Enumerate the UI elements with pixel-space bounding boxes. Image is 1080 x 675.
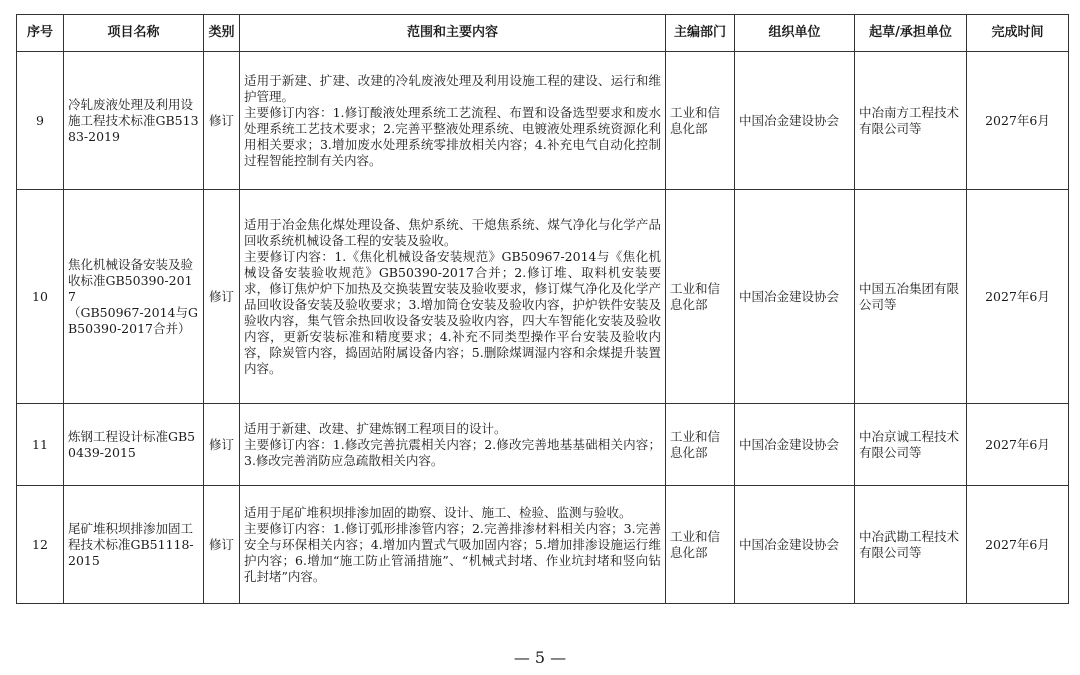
scope-revisions: 主要修订内容：1.修订弧形排渗管内容；2.完善排渗材料相关内容；3.完善安全与环保相关内容；4.增加内置式气吸加固内容；5.增加排渗设施运行维护内容；6.增加“施工防止管涌措施”、“机械式封堵、作业坑封堵和竖向钻孔封堵”内容。 <box>244 520 661 584</box>
row-type: 修订 <box>204 190 240 404</box>
scope-applicability: 适用于尾矿堆积坝排渗加固的勘察、设计、施工、检验、监测与验收。 <box>244 504 632 520</box>
header-row <box>17 15 1069 52</box>
table-row <box>17 404 1069 486</box>
row-type: 修订 <box>204 52 240 190</box>
row-name: 尾矿堆积坝排渗加固工程技术标准GB51118-2015 <box>64 486 204 604</box>
header-time: 完成时间 <box>967 15 1069 52</box>
header-dept: 主编部门 <box>666 15 735 52</box>
row-name: 焦化机械设备安装及验收标准GB50390-2017 <box>68 256 194 304</box>
row-org: 中国冶金建设协会 <box>735 52 855 190</box>
scope-applicability: 适用于新建、扩建、改建的冷轧废液处理及利用设施工程的建设、运行和维护管理。 <box>244 72 661 104</box>
standards-table <box>16 14 1069 604</box>
table-row <box>17 486 1069 604</box>
header-type: 类别 <box>204 15 240 52</box>
row-seq: 9 <box>17 52 64 190</box>
header-scope: 范围和主要内容 <box>240 15 666 52</box>
table-row <box>17 52 1069 190</box>
scope-revisions: 主要修订内容：1.修订酸液处理系统工艺流程、布置和设备选型要求和废水处理系统工艺技术要求；2.完善平整液处理系统、电镀液处理系统资源化利用相关要求；3.增加废水处理系统零排放相关内容；4.补充电气自动化控制过程智能控制有关内容。 <box>244 104 661 168</box>
row-scope <box>240 404 666 486</box>
row-org: 中国冶金建设协会 <box>735 190 855 404</box>
row-time: 2027年6月 <box>967 52 1069 190</box>
row-name: 冷轧废液处理及利用设施工程技术标准GB51383-2019 <box>64 52 204 190</box>
row-time: 2027年6月 <box>967 404 1069 486</box>
row-type: 修订 <box>204 404 240 486</box>
row-org: 中国冶金建设协会 <box>735 404 855 486</box>
row-time: 2027年6月 <box>967 190 1069 404</box>
scope-revisions: 主要修订内容：1.《焦化机械设备安装规范》GB50967-2014与《焦化机械设备安装验收规范》GB50390-2017合并；2.修订堆、取料机安装要求，修订焦炉炉下加热及交换装置安装及验收要求，修订煤气净化及化学产品回收设备安装及验收要求；3.增加筒仓安装及验收内容，护炉铁件安装及验收内容，集气管余热回收设备安装及验收内容，四大车智能化安装及验收内容，更新安装标准和精度要求；4.补充不同类型操作平台安装及验收内容，除炭管内容，捣固站附属设备内容；5.删除煤调湿内容和余煤提升装置内容。 <box>244 248 661 376</box>
row-scope <box>240 52 666 190</box>
row-dept: 工业和信息化部 <box>666 52 735 190</box>
header-org: 组织单位 <box>735 15 855 52</box>
row-org: 中国冶金建设协会 <box>735 486 855 604</box>
row-name: 炼钢工程设计标准GB50439-2015 <box>64 404 204 486</box>
row-type: 修订 <box>204 486 240 604</box>
row-dept: 工业和信息化部 <box>666 190 735 404</box>
row-seq: 10 <box>17 190 64 404</box>
scope-applicability: 适用于冶金焦化煤处理设备、焦炉系统、干熄焦系统、煤气净化与化学产品回收系统机械设备工程的安装及验收。 <box>244 216 661 248</box>
header-seq: 序号 <box>17 15 64 52</box>
row-drafter: 中冶南方工程技术有限公司等 <box>855 52 967 190</box>
row-seq: 11 <box>17 404 64 486</box>
scope-revisions: 主要修订内容：1.修改完善抗震相关内容；2.修改完善地基基础相关内容；3.修改完善消防应急疏散相关内容。 <box>244 436 661 468</box>
row-scope <box>240 486 666 604</box>
row-drafter: 中国五冶集团有限公司等 <box>855 190 967 404</box>
row-name-note: （GB50967-2014与GB50390-2017合并） <box>68 304 198 336</box>
row-name-cell <box>64 190 204 404</box>
header-drafter: 起草/承担单位 <box>855 15 967 52</box>
row-seq: 12 <box>17 486 64 604</box>
row-dept: 工业和信息化部 <box>666 486 735 604</box>
header-name: 项目名称 <box>64 15 204 52</box>
row-dept: 工业和信息化部 <box>666 404 735 486</box>
row-drafter: 中冶京诚工程技术有限公司等 <box>855 404 967 486</box>
row-time: 2027年6月 <box>967 486 1069 604</box>
page-number: — 5 — <box>513 648 567 667</box>
table-row <box>17 190 1069 404</box>
row-drafter: 中冶武勘工程技术有限公司等 <box>855 486 967 604</box>
scope-applicability: 适用于新建、改建、扩建炼钢工程项目的设计。 <box>244 420 507 436</box>
row-scope <box>240 190 666 404</box>
